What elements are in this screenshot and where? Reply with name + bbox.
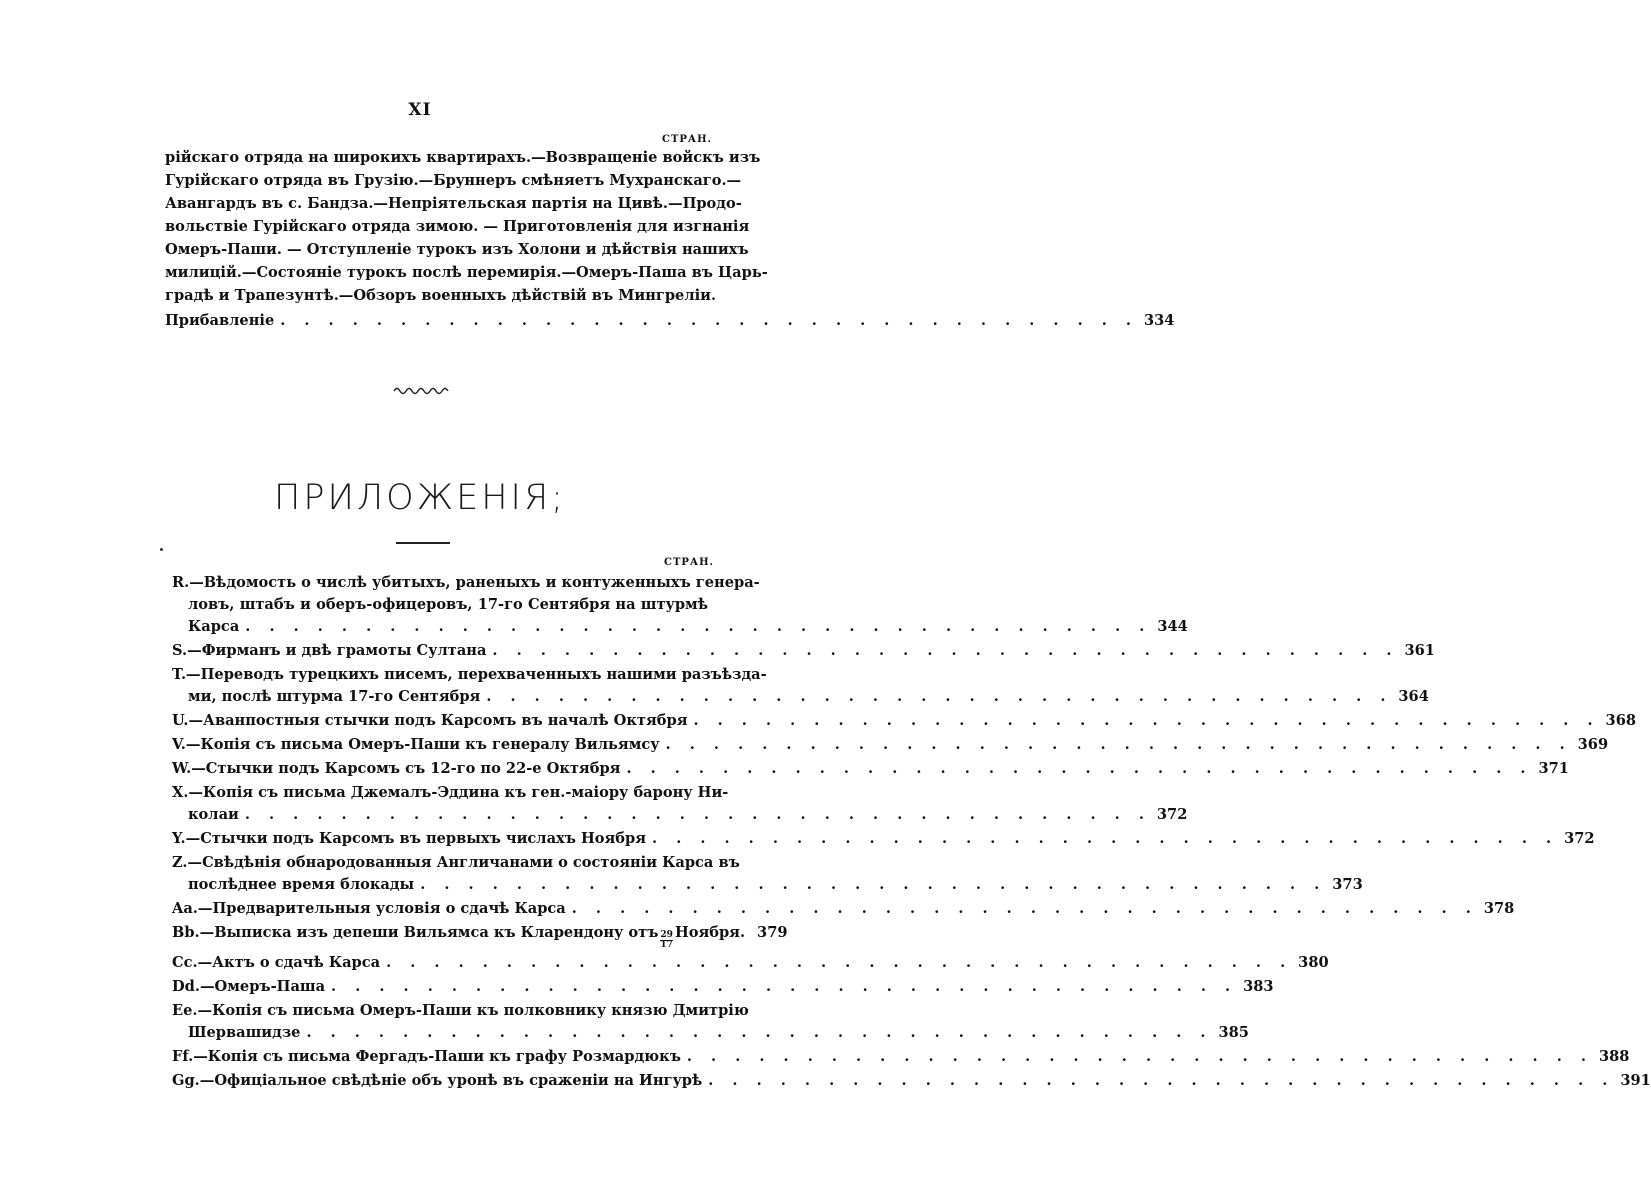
appendix-item-title: Gg.—Офицiальное свѣдѣнiе объ уронѣ въ сраженiи на Ингурѣ (172, 1072, 703, 1089)
appendix-item-line: Ee.—Копiя съ письма Омеръ-Паши къ полковнику князю Дмитрiю (172, 1002, 749, 1019)
appendix-item-title: S.—Фирманъ и двѣ грамоты Султана (172, 642, 487, 659)
appendix-item-title: U.—Аванпостныя стычки подъ Карсомъ въ началѣ Октября (172, 712, 688, 729)
appendix-item-suffix: Ноября. (674, 924, 746, 941)
appendix-item-page: 371 (1538, 760, 1569, 777)
appendix-item-page: 373 (1332, 876, 1363, 893)
leader-dots: . . . . . . . . . . . . . . . . . . . . . . . . . . . . . . . . . . . . (280, 312, 1138, 329)
appendix-item (172, 922, 788, 950)
contents-line: Омеръ-Паши. — Отступленiе турокъ изъ Холони и дѣйствiя нашихъ (165, 241, 749, 258)
appendix-item-page: 379 (757, 924, 788, 941)
page-column-heading: СТРАН. (662, 134, 712, 145)
appendix-entry (165, 309, 1175, 332)
leader-dots: . . . . . . . . . . . . . . . . . . . . . . . . . . . . . . . . . . . . . . (686, 1048, 1593, 1065)
appendix-item-title: Cc.—Актъ о сдачѣ Карса (172, 954, 381, 971)
leader-dots: . . . . . . . . . . . . . . . . . . . . . . . . . . . . . . . . . . . . . . (693, 712, 1600, 729)
fraction-denominator: 17 (660, 940, 673, 950)
appendix-item-line: X.—Копiя съ письма Джемалъ-Эддина къ ген.-маiору барону Ни- (172, 784, 729, 801)
leader-dots: . . . . . . . . . . . . . . . . . . . . . . . . . . . . . . . . . . . . . . (331, 978, 1238, 995)
leader-dots: . . . . . . . . . . . . . . . . . . . . . . . . . . . . . . . . . . . . . . (665, 736, 1572, 753)
appendix-item-title: Aa.—Предварительныя условiя о сдачѣ Карса (172, 900, 566, 917)
fraction-numerator: 29 (660, 930, 673, 940)
appendix-item-title: ми, послѣ штурма 17-го Сентября (188, 688, 481, 705)
appendix-item-row (172, 874, 1363, 896)
appendix-item-page: 368 (1605, 712, 1637, 729)
appendix-item-row (172, 1046, 1630, 1068)
appendix-item-title: Карса (188, 618, 240, 635)
appendix-item-row (172, 758, 1569, 780)
appendix-item-title: послѣднее время блокады (188, 876, 415, 893)
appendix-item-row (172, 1070, 1651, 1092)
continued-contents (165, 146, 1175, 332)
appendix-item-title: Dd.—Омеръ-Паша (172, 978, 326, 995)
appendix-item (172, 952, 1329, 974)
appendix-item-page: 378 (1483, 900, 1515, 917)
appendix-item-page: 380 (1298, 954, 1329, 971)
appendix-item (172, 572, 1188, 638)
leader-dots: . . . . . . . . . . . . . . . . . . . . . . . . . . . . . . . . . . . . . . (571, 900, 1478, 917)
appendix-item (172, 758, 1569, 780)
appendix-item-title: V.—Копiя съ письма Омеръ-Паши къ генералу Вильямсу (172, 736, 660, 753)
appendices-column-heading: СТРАН. (664, 557, 714, 568)
appendix-item (172, 710, 1637, 732)
appendix-item-title: Bb.—Выписка изъ депеши Вильямса къ Кларендону отъ (172, 924, 659, 941)
appendix-item-title: W.—Стычки подъ Карсомъ съ 12-го по 22-е Октября (172, 760, 621, 777)
appendix-item-row (172, 898, 1515, 920)
date-fraction (660, 931, 673, 950)
appendix-item-row (172, 640, 1435, 662)
leader-dots: . . . . . . . . . . . . . . . . . . . . . . . . . . . . . . . . . . . . . . (306, 1024, 1213, 1041)
appendix-item-row (172, 734, 1609, 756)
appendix-item-row (172, 952, 1329, 974)
appendix-item (172, 976, 1274, 998)
appendix-item-row (172, 804, 1188, 826)
appendix-item-page: 372 (1156, 806, 1188, 823)
appendix-item-row (172, 1022, 1249, 1044)
leader-dots: . . . . . . . . . . . . . . . . . . . . . . . . . . . . . . . . . . . . . . (486, 688, 1393, 705)
leader-dots: . . . . . . . . . . . . . . . . . . . . . . . . . . . . . . . . . . . . . . (652, 830, 1559, 847)
appendix-item-row (172, 686, 1429, 708)
appendix-item-page: 369 (1577, 736, 1609, 753)
appendix-item (172, 1000, 1249, 1044)
appendix-item-page: 364 (1398, 688, 1429, 705)
appendix-item (172, 852, 1363, 896)
appendix-item (172, 1046, 1630, 1068)
appendix-item-line: Z.—Свѣдѣнiя обнародованныя Англичанами о состоянiи Карса въ (172, 854, 740, 871)
leader-dots: . . . . . . . . . . . . . . . . . . . . . . . . . . . . . . . . . . . . . . (244, 806, 1151, 823)
appendix-item (172, 782, 1188, 826)
appendix-item-title: Y.—Стычки подъ Карсомъ въ первыхъ числахъ Ноября (172, 830, 647, 847)
leader-dots: . . . . . . . . . . . . . . . . . . . . . . . . . . . . . . . . . . . . . . (420, 876, 1327, 893)
leader-dots: . . . . . . . . . . . . . . . . . . . . . . . . . . . . . . . . . . . . . . (386, 954, 1293, 971)
title-rule (396, 542, 450, 544)
page-number: XI (408, 100, 432, 120)
appendix-item (172, 1070, 1651, 1092)
appendix-item (172, 898, 1515, 920)
appendix-item-page: 391 (1620, 1072, 1651, 1089)
leader-dots: . . . . . . . . . . . . . . . . . . . . . . . . . . . . . . . . . . . . . . (492, 642, 1399, 659)
appendix-item (172, 828, 1595, 850)
contents-line: Авангардъ въ с. Бандза.—Непрiятельская партiя на Цивѣ.—Продо- (165, 195, 742, 212)
appendix-item-page: 383 (1243, 978, 1274, 995)
contents-line: милицiй.—Состоянiе турокъ послѣ перемирiя.—Омеръ-Паша въ Царь- (165, 264, 768, 281)
contents-line: градѣ и Трапезунтѣ.—Обзоръ военныхъ дѣйствiй въ Мингрелiи. (165, 287, 717, 304)
appendix-item-line: R.—Вѣдомость о числѣ убитыхъ, раненыхъ и контуженныхъ генера- (172, 574, 760, 591)
appendix-label: Прибавленiе (165, 312, 275, 329)
appendices-list (172, 572, 1651, 1094)
appendix-item-line: T.—Переводъ турецкихъ писемъ, перехваченныхъ нашими разъѣзда- (172, 666, 767, 683)
appendix-item (172, 664, 1429, 708)
appendix-item-page: 385 (1218, 1024, 1249, 1041)
appendix-item-row (172, 710, 1637, 732)
contents-line: рiйскаго отряда на широкихъ квартирахъ.—Возвращенiе войскъ изъ (165, 149, 761, 166)
appendix-item-page: 388 (1598, 1048, 1630, 1065)
section-title: ПРИЛОЖЕНIЯ; (274, 478, 566, 518)
appendix-item (172, 640, 1435, 662)
appendix-item-page: 361 (1404, 642, 1435, 659)
appendix-item-row (172, 828, 1595, 850)
appendix-item-row (172, 616, 1188, 638)
appendix-item-title: колаи (188, 806, 239, 823)
appendix-item-row (172, 976, 1274, 998)
contents-line: Гурiйскаго отряда въ Грузiю.—Брyннеръ смѣняетъ Мухранскаго.— (165, 172, 742, 189)
leader-dots: . . . . . . . . . . . . . . . . . . . . . . . . . . . . . . . . . . . . . . (245, 618, 1152, 635)
leader-dots: . . . . . . . . . . . . . . . . . . . . . . . . . . . . . . . . . . . . . . (708, 1072, 1615, 1089)
appendix-page: 334 (1143, 312, 1175, 329)
ornament-divider (392, 384, 452, 396)
stray-mark (160, 548, 163, 551)
appendix-item-title: Ff.—Копiя съ письма Фергадъ-Паши къ графу Розмардюкъ (172, 1048, 681, 1065)
appendix-item-line: ловъ, штабъ и оберъ-офицеровъ, 17-го Сентября на штурмѣ (188, 596, 708, 613)
appendix-item-row (172, 922, 788, 950)
appendix-item-page: 344 (1157, 618, 1188, 635)
leader-dots: . . . . . . . . . . . . . . . . . . . . . . . . . . . . . . . . . . . . . . (626, 760, 1533, 777)
contents-line: вольствiе Гурiйскаго отряда зимою. — Приготовленiя для изгнанiя (165, 218, 750, 235)
appendix-item-page: 372 (1564, 830, 1595, 847)
appendix-item-title: Шервашидзе (188, 1024, 301, 1041)
appendix-item (172, 734, 1609, 756)
